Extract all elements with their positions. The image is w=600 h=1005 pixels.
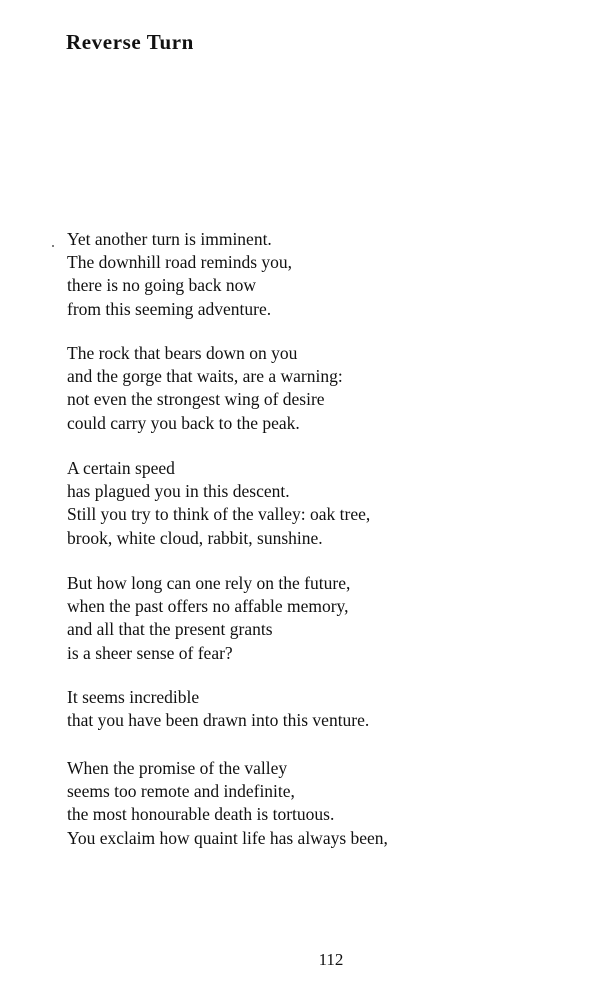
page-number: 112: [318, 950, 344, 969]
poem-line: and all that the present grants: [67, 619, 273, 640]
poem-line: Still you try to think of the valley: oak tree,: [67, 504, 371, 525]
poem-line: not even the strongest wing of desire: [67, 389, 325, 410]
stanza-6: [67, 757, 388, 850]
poem-title: Reverse Turn: [66, 30, 194, 54]
poem-line: could carry you back to the peak.: [67, 412, 300, 433]
stanza-1: [67, 228, 292, 321]
poem-line: has plagued you in this descent.: [67, 481, 290, 502]
stanza-2: [67, 342, 343, 435]
poem-line: It seems incredible: [67, 687, 200, 707]
ink-speck: [52, 245, 54, 247]
poem-line: Yet another turn is imminent.: [67, 229, 272, 249]
poem-line: But how long can one rely on the future,: [67, 573, 351, 593]
poem-line: from this seeming adventure.: [67, 298, 272, 319]
poem-line: and the gorge that waits, are a warning:: [67, 366, 343, 387]
poem-line: seems too remote and indefinite,: [67, 781, 295, 802]
stanza-5: [67, 686, 369, 732]
stanza-4: [67, 572, 350, 665]
poem-line: the most honourable death is tortuous.: [67, 804, 335, 825]
stanza-3: [67, 457, 370, 550]
poem-line: is a sheer sense of fear?: [67, 642, 233, 663]
poem-line: A certain speed: [67, 458, 175, 478]
poem-line: that you have been drawn into this venture.: [67, 710, 370, 731]
poem-line: The rock that bears down on you: [67, 343, 298, 363]
poem-line: brook, white cloud, rabbit, sunshine.: [67, 527, 323, 548]
poem-line: When the promise of the valley: [67, 758, 288, 778]
poem-line: when the past offers no affable memory,: [67, 596, 349, 617]
poem-line: The downhill road reminds you,: [67, 252, 293, 273]
poem-line: You exclaim how quaint life has always been,: [67, 827, 388, 848]
poem-line: there is no going back now: [67, 275, 257, 296]
